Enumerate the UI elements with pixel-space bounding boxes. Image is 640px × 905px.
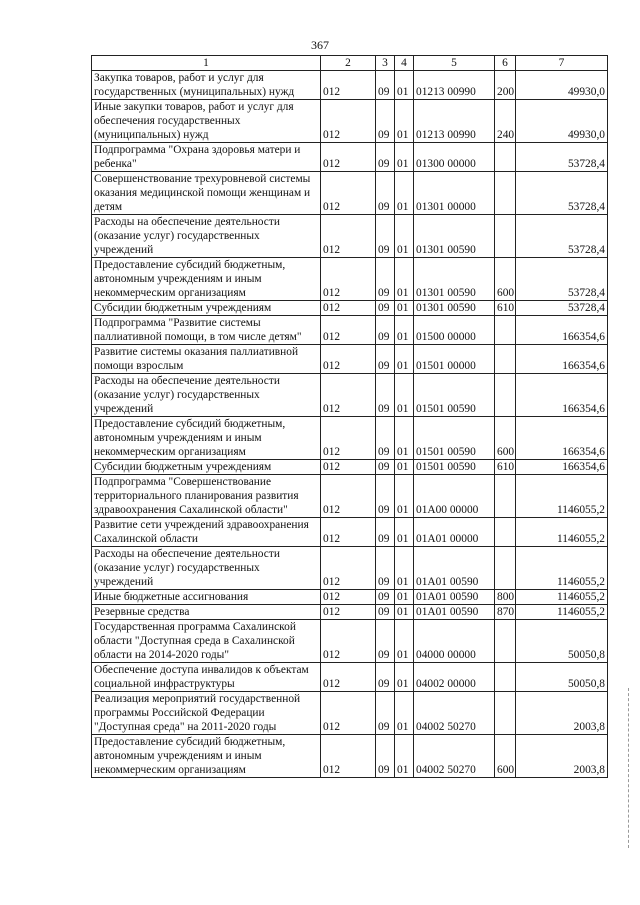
column-header: 4 <box>395 56 414 71</box>
amount-cell: 166354,6 <box>516 345 608 374</box>
table-row <box>92 316 608 345</box>
expense-type-cell <box>495 475 516 518</box>
expense-type-cell <box>495 345 516 374</box>
table-row <box>92 692 608 735</box>
target-article-cell: 04002 50270 <box>414 735 495 778</box>
amount-cell: 49930,0 <box>516 71 608 100</box>
section-code-cell: 09 <box>376 71 395 100</box>
expense-type-cell <box>495 374 516 417</box>
section-code-cell: 09 <box>376 475 395 518</box>
section-code-cell: 09 <box>376 417 395 460</box>
table-row <box>92 620 608 663</box>
ministry-code-cell: 012 <box>321 345 376 374</box>
table-row <box>92 301 608 316</box>
subsection-code-cell: 01 <box>395 735 414 778</box>
section-code-cell: 09 <box>376 620 395 663</box>
section-code-cell: 09 <box>376 345 395 374</box>
table-row <box>92 475 608 518</box>
table-row <box>92 590 608 605</box>
amount-cell: 53728,4 <box>516 143 608 172</box>
column-header: 2 <box>321 56 376 71</box>
table-row <box>92 215 608 258</box>
section-code-cell: 09 <box>376 518 395 547</box>
ministry-code-cell: 012 <box>321 518 376 547</box>
expense-type-cell: 240 <box>495 100 516 143</box>
amount-cell: 2003,8 <box>516 735 608 778</box>
target-article-cell: 01501 00590 <box>414 374 495 417</box>
table-row <box>92 417 608 460</box>
expense-type-cell <box>495 620 516 663</box>
expense-type-cell: 610 <box>495 301 516 316</box>
subsection-code-cell: 01 <box>395 100 414 143</box>
target-article-cell: 01213 00990 <box>414 100 495 143</box>
table-row <box>92 547 608 590</box>
ministry-code-cell: 012 <box>321 663 376 692</box>
expense-type-cell: 600 <box>495 417 516 460</box>
section-code-cell: 09 <box>376 735 395 778</box>
target-article-cell: 01501 00000 <box>414 345 495 374</box>
amount-cell: 50050,8 <box>516 663 608 692</box>
section-code-cell: 09 <box>376 316 395 345</box>
subsection-code-cell: 01 <box>395 417 414 460</box>
column-header: 3 <box>376 56 395 71</box>
section-code-cell: 09 <box>376 374 395 417</box>
target-article-cell: 01301 00590 <box>414 301 495 316</box>
row-name-cell: Подпрограмма "Охрана здоровья матери и ребенка" <box>92 143 321 172</box>
amount-cell: 166354,6 <box>516 374 608 417</box>
row-name-cell: Иные закупки товаров, работ и услуг для обеспечения государственных (муниципальных) нужд <box>92 100 321 143</box>
header-row <box>92 56 608 71</box>
section-code-cell: 09 <box>376 605 395 620</box>
amount-cell: 2003,8 <box>516 692 608 735</box>
subsection-code-cell: 01 <box>395 692 414 735</box>
subsection-code-cell: 01 <box>395 374 414 417</box>
table-row <box>92 663 608 692</box>
target-article-cell: 01А01 00590 <box>414 547 495 590</box>
ministry-code-cell: 012 <box>321 605 376 620</box>
amount-cell: 166354,6 <box>516 417 608 460</box>
target-article-cell: 01А01 00000 <box>414 518 495 547</box>
table-row <box>92 100 608 143</box>
amount-cell: 1146055,2 <box>516 547 608 590</box>
amount-cell: 50050,8 <box>516 620 608 663</box>
amount-cell: 166354,6 <box>516 316 608 345</box>
row-name-cell: Предоставление субсидий бюджетным, автономным учреждениям и иным некоммерческим организациям <box>92 258 321 301</box>
target-article-cell: 01301 00590 <box>414 258 495 301</box>
table-row <box>92 374 608 417</box>
section-code-cell: 09 <box>376 460 395 475</box>
table-row <box>92 258 608 301</box>
amount-cell: 53728,4 <box>516 258 608 301</box>
target-article-cell: 04002 00000 <box>414 663 495 692</box>
ministry-code-cell: 012 <box>321 692 376 735</box>
ministry-code-cell: 012 <box>321 417 376 460</box>
subsection-code-cell: 01 <box>395 143 414 172</box>
expense-type-cell: 200 <box>495 71 516 100</box>
target-article-cell: 01500 00000 <box>414 316 495 345</box>
row-name-cell: Резервные средства <box>92 605 321 620</box>
ministry-code-cell: 012 <box>321 460 376 475</box>
subsection-code-cell: 01 <box>395 316 414 345</box>
table-row <box>92 172 608 215</box>
row-name-cell: Иные бюджетные ассигнования <box>92 590 321 605</box>
scan-edge-mark <box>628 688 630 848</box>
subsection-code-cell: 01 <box>395 215 414 258</box>
section-code-cell: 09 <box>376 172 395 215</box>
row-name-cell: Подпрограмма "Развитие системы паллиативной помощи, в том числе детям" <box>92 316 321 345</box>
subsection-code-cell: 01 <box>395 258 414 301</box>
target-article-cell: 01501 00590 <box>414 417 495 460</box>
expense-type-cell: 600 <box>495 735 516 778</box>
ministry-code-cell: 012 <box>321 258 376 301</box>
subsection-code-cell: 01 <box>395 172 414 215</box>
column-header: 6 <box>495 56 516 71</box>
amount-cell: 1146055,2 <box>516 475 608 518</box>
section-code-cell: 09 <box>376 692 395 735</box>
expense-type-cell <box>495 692 516 735</box>
row-name-cell: Предоставление субсидий бюджетным, автономным учреждениям и иным некоммерческим организациям <box>92 417 321 460</box>
section-code-cell: 09 <box>376 215 395 258</box>
target-article-cell: 04002 50270 <box>414 692 495 735</box>
target-article-cell: 01213 00990 <box>414 71 495 100</box>
subsection-code-cell: 01 <box>395 460 414 475</box>
amount-cell: 53728,4 <box>516 172 608 215</box>
section-code-cell: 09 <box>376 663 395 692</box>
amount-cell: 166354,6 <box>516 460 608 475</box>
ministry-code-cell: 012 <box>321 590 376 605</box>
row-name-cell: Совершенствование трехуровневой системы оказания медицинской помощи женщинам и детям <box>92 172 321 215</box>
ministry-code-cell: 012 <box>321 215 376 258</box>
expense-type-cell <box>495 143 516 172</box>
expense-type-cell <box>495 518 516 547</box>
section-code-cell: 09 <box>376 100 395 143</box>
target-article-cell: 01301 00000 <box>414 172 495 215</box>
target-article-cell: 01А01 00590 <box>414 605 495 620</box>
target-article-cell: 01А01 00590 <box>414 590 495 605</box>
amount-cell: 1146055,2 <box>516 518 608 547</box>
ministry-code-cell: 012 <box>321 374 376 417</box>
target-article-cell: 01501 00590 <box>414 460 495 475</box>
subsection-code-cell: 01 <box>395 620 414 663</box>
expense-type-cell: 600 <box>495 258 516 301</box>
ministry-code-cell: 012 <box>321 620 376 663</box>
subsection-code-cell: 01 <box>395 663 414 692</box>
row-name-cell: Государственная программа Сахалинской области "Доступная среда в Сахалинской области на 2014-2020 годы" <box>92 620 321 663</box>
expense-type-cell <box>495 215 516 258</box>
row-name-cell: Развитие системы оказания паллиативной помощи взрослым <box>92 345 321 374</box>
section-code-cell: 09 <box>376 590 395 605</box>
amount-cell: 1146055,2 <box>516 605 608 620</box>
ministry-code-cell: 012 <box>321 100 376 143</box>
amount-cell: 1146055,2 <box>516 590 608 605</box>
target-article-cell: 04000 00000 <box>414 620 495 663</box>
column-header: 7 <box>516 56 608 71</box>
subsection-code-cell: 01 <box>395 605 414 620</box>
section-code-cell: 09 <box>376 143 395 172</box>
row-name-cell: Подпрограмма "Совершенствование территориального планирования развития здравоохранения Сахалинской области" <box>92 475 321 518</box>
expense-type-cell <box>495 663 516 692</box>
target-article-cell: 01А00 00000 <box>414 475 495 518</box>
row-name-cell: Расходы на обеспечение деятельности (оказание услуг) государственных учреждений <box>92 547 321 590</box>
ministry-code-cell: 012 <box>321 475 376 518</box>
row-name-cell: Закупка товаров, работ и услуг для государственных (муниципальных) нужд <box>92 71 321 100</box>
table-row <box>92 345 608 374</box>
amount-cell: 53728,4 <box>516 301 608 316</box>
table-row <box>92 143 608 172</box>
ministry-code-cell: 012 <box>321 172 376 215</box>
row-name-cell: Развитие сети учреждений здравоохранения Сахалинской области <box>92 518 321 547</box>
ministry-code-cell: 012 <box>321 547 376 590</box>
table-row <box>92 71 608 100</box>
section-code-cell: 09 <box>376 301 395 316</box>
row-name-cell: Предоставление субсидий бюджетным, автономным учреждениям и иным некоммерческим организациям <box>92 735 321 778</box>
amount-cell: 49930,0 <box>516 100 608 143</box>
expense-type-cell <box>495 547 516 590</box>
column-header: 1 <box>92 56 321 71</box>
ministry-code-cell: 012 <box>321 71 376 100</box>
row-name-cell: Обеспечение доступа инвалидов к объектам социальной инфраструктуры <box>92 663 321 692</box>
expense-type-cell: 870 <box>495 605 516 620</box>
row-name-cell: Реализация мероприятий государственной программы Российской Федерации "Доступная среда" на 2011-2020 годы <box>92 692 321 735</box>
ministry-code-cell: 012 <box>321 735 376 778</box>
subsection-code-cell: 01 <box>395 518 414 547</box>
table-row <box>92 605 608 620</box>
expense-type-cell <box>495 316 516 345</box>
expense-type-cell: 610 <box>495 460 516 475</box>
table-row <box>92 460 608 475</box>
subsection-code-cell: 01 <box>395 475 414 518</box>
subsection-code-cell: 01 <box>395 345 414 374</box>
target-article-cell: 01301 00590 <box>414 215 495 258</box>
budget-table <box>91 55 608 778</box>
subsection-code-cell: 01 <box>395 71 414 100</box>
column-header: 5 <box>414 56 495 71</box>
amount-cell: 53728,4 <box>516 215 608 258</box>
section-code-cell: 09 <box>376 258 395 301</box>
row-name-cell: Расходы на обеспечение деятельности (оказание услуг) государственных учреждений <box>92 374 321 417</box>
row-name-cell: Субсидии бюджетным учреждениям <box>92 301 321 316</box>
table-row <box>92 518 608 547</box>
page-number: 367 <box>311 38 329 52</box>
target-article-cell: 01300 00000 <box>414 143 495 172</box>
ministry-code-cell: 012 <box>321 143 376 172</box>
row-name-cell: Субсидии бюджетным учреждениям <box>92 460 321 475</box>
subsection-code-cell: 01 <box>395 301 414 316</box>
expense-type-cell <box>495 172 516 215</box>
section-code-cell: 09 <box>376 547 395 590</box>
ministry-code-cell: 012 <box>321 316 376 345</box>
table-row <box>92 735 608 778</box>
ministry-code-cell: 012 <box>321 301 376 316</box>
row-name-cell: Расходы на обеспечение деятельности (оказание услуг) государственных учреждений <box>92 215 321 258</box>
expense-type-cell: 800 <box>495 590 516 605</box>
subsection-code-cell: 01 <box>395 547 414 590</box>
subsection-code-cell: 01 <box>395 590 414 605</box>
